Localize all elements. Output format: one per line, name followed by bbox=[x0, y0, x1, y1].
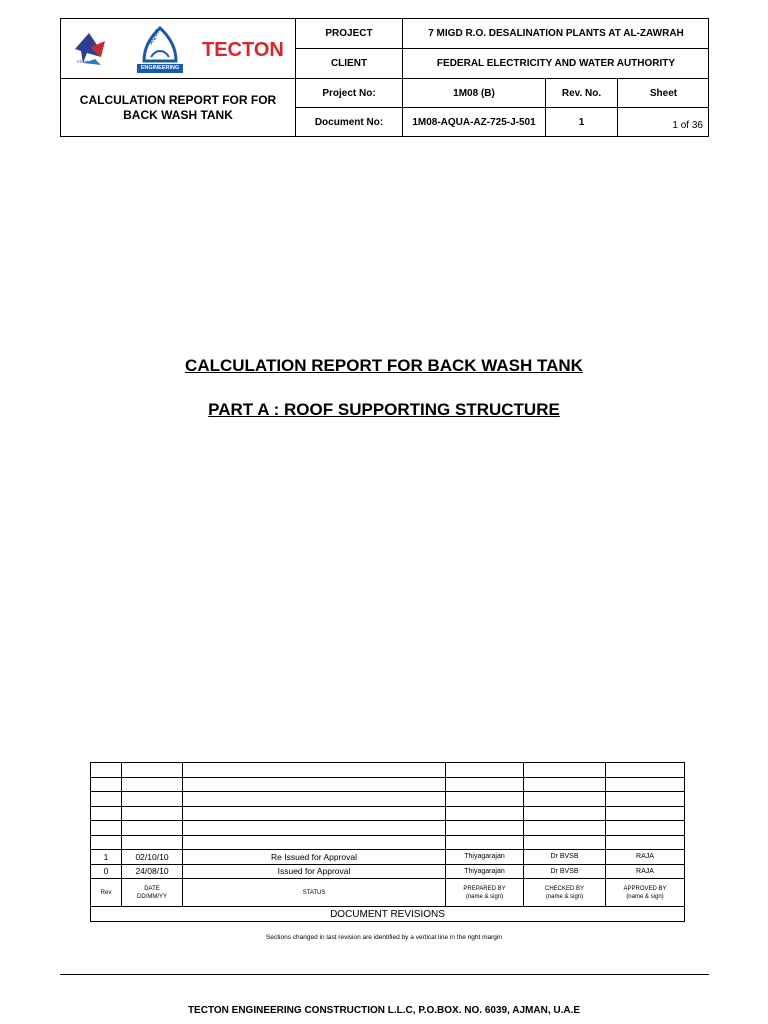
rev-header: Rev bbox=[91, 879, 122, 907]
rev-cell: 0 bbox=[91, 864, 122, 879]
table-row bbox=[91, 821, 685, 836]
checked-header-line1: CHECKED BY bbox=[544, 885, 584, 892]
client-value: FEDERAL ELECTRICITY AND WATER AUTHORITY bbox=[436, 58, 676, 69]
document-revisions-caption: DOCUMENT REVISIONS bbox=[91, 907, 685, 922]
tecton-logo: TECTON bbox=[202, 39, 284, 61]
sheet-label: Sheet bbox=[649, 87, 678, 99]
table-row bbox=[91, 763, 685, 778]
table-row bbox=[91, 806, 685, 821]
table-row bbox=[91, 792, 685, 807]
approved-cell: RAJA bbox=[606, 850, 685, 865]
main-title: CALCULATION REPORT FOR BACK WASH TANK bbox=[185, 356, 583, 375]
checked-cell: Dr BVSB bbox=[524, 864, 606, 879]
rev-no-label: Rev. No. bbox=[561, 87, 602, 99]
rev-no-value: 1 bbox=[578, 117, 585, 128]
table-row bbox=[91, 777, 685, 792]
part-title: PART A : ROOF SUPPORTING STRUCTURE bbox=[208, 400, 560, 419]
checked-header-line2: (name & sign) bbox=[545, 893, 584, 900]
project-no-label: Project No: bbox=[322, 87, 376, 99]
document-no-value: 1M08-AQUA-AZ-725-J-501 bbox=[412, 117, 536, 128]
footer-divider bbox=[60, 974, 709, 975]
date-header-line2: DD/MM/YY bbox=[137, 893, 167, 900]
approved-cell: RAJA bbox=[606, 864, 685, 879]
aqua-engineering-logo bbox=[136, 25, 184, 75]
company-footer: TECTON ENGINEERING CONSTRUCTION L.L.C, P.O.BOX. NO. 6039, AJMAN, U.A.E bbox=[187, 1005, 581, 1016]
date-cell: 02/10/10 bbox=[122, 850, 183, 865]
checked-cell: Dr BVSB bbox=[524, 850, 606, 865]
status-cell: Re Issued for Approval bbox=[183, 850, 446, 865]
client-label: CLIENT bbox=[330, 58, 368, 69]
document-no-label: Document No: bbox=[314, 117, 384, 128]
prepared-header-line2: (name & sign) bbox=[465, 893, 504, 900]
status-header: STATUS bbox=[183, 879, 446, 907]
table-row bbox=[91, 835, 685, 850]
sheet-value: 1 of 36 bbox=[672, 120, 703, 131]
revision-note: Sections changed in last revision are identified by a vertical line in the right margin bbox=[266, 934, 502, 941]
approved-header-line1: APPROVED BY bbox=[623, 885, 667, 892]
approved-header bbox=[606, 879, 685, 907]
approved-header-line2: (name & sign) bbox=[626, 893, 664, 900]
prepared-header-line1: PREPARED BY bbox=[463, 885, 506, 892]
checked-header bbox=[524, 879, 606, 907]
prepared-cell: Thiyagarajan bbox=[446, 864, 524, 879]
report-title: CALCULATION REPORT FOR FOR BACK WASH TANK bbox=[79, 93, 277, 122]
date-header bbox=[122, 879, 183, 907]
date-header-line1: DATE bbox=[144, 885, 160, 892]
project-label: PROJECT bbox=[325, 28, 373, 39]
table-row bbox=[91, 850, 685, 865]
aqua-logo-top-text: AQUA bbox=[148, 27, 163, 46]
prepared-cell: Thiyagarajan bbox=[446, 850, 524, 865]
project-value: 7 MIGD R.O. DESALINATION PLANTS AT AL-ZAWRAH bbox=[428, 28, 684, 39]
status-cell: Issued for Approval bbox=[183, 864, 446, 879]
document-revisions-table bbox=[90, 762, 685, 922]
document-header bbox=[60, 18, 709, 137]
fewa-logo-text: FEWA bbox=[77, 59, 89, 64]
table-row bbox=[91, 864, 685, 879]
rev-cell: 1 bbox=[91, 850, 122, 865]
project-no-value: 1M08 (B) bbox=[453, 87, 495, 99]
table-header-row bbox=[91, 879, 685, 907]
aqua-logo-bottom-text: ENGINEERING bbox=[140, 65, 180, 71]
prepared-header bbox=[446, 879, 524, 907]
date-cell: 24/08/10 bbox=[122, 864, 183, 879]
table-caption-row bbox=[91, 907, 685, 922]
